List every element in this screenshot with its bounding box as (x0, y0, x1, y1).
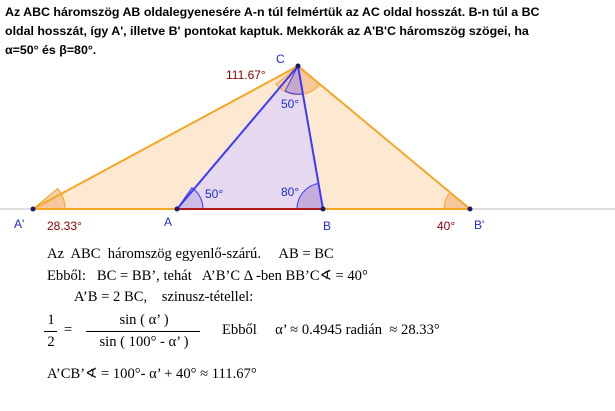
point-label-a: A (164, 215, 173, 229)
solution-line-3: A’B = 2 BC, szinusz-tétellel: (74, 289, 254, 305)
fraction-right-denominator: sin ( 100° - α’ ) (99, 334, 189, 350)
angle-label-b: 80° (281, 185, 300, 199)
point-b1 (468, 207, 473, 212)
fraction-right-numerator: sin ( α’ ) (119, 312, 169, 328)
point-label-b1: B' (474, 218, 485, 232)
fraction-left-bar (44, 331, 57, 332)
solution-line-5: A’CB’∢ = 100°- α’ + 40° ≈ 111.67° (47, 366, 257, 382)
angle-label-c: 111.67° (226, 68, 266, 82)
point-label-b: B (323, 219, 332, 233)
point-label-a1: A' (14, 217, 25, 231)
angle-label-a: 50° (205, 187, 224, 201)
angle-label-c-inner: 50° (281, 97, 300, 111)
point-c (296, 64, 301, 69)
solution-line-1: Az ABC háromszög egyenlő-szárú. AB = BC (47, 246, 334, 262)
fraction-left-numerator: 1 (47, 312, 55, 328)
point-label-c: C (276, 52, 285, 66)
angle-label-b1: 40° (437, 219, 456, 233)
point-a1 (31, 207, 36, 212)
fraction-left-denominator: 2 (47, 334, 55, 350)
fraction-right-bar (86, 331, 200, 332)
equals-sign: = (64, 322, 73, 338)
problem-line-1: Az ABC háromszög AB oldalegyenesére A-n túl felmértük az AC oldal hosszát. B-n túl a BC (5, 5, 540, 19)
point-a (175, 207, 180, 212)
solution-line-2: Ebből: BC = BB’, tehát A’B’C Δ -ben BB’C∢ = 40° (47, 268, 368, 284)
problem-line-2: oldal hosszát, így A', illetve B' pontokat kaptuk. Mekkorák az A'B'C háromszög szögei, ha (5, 24, 529, 38)
angle-label-a1: 28.33° (47, 219, 82, 233)
point-b (321, 207, 326, 212)
problem-line-3: α=50° és β=80°. (5, 43, 97, 57)
solution-result: Ebből α’ ≈ 0.4945 radián ≈ 28.33° (222, 322, 440, 338)
